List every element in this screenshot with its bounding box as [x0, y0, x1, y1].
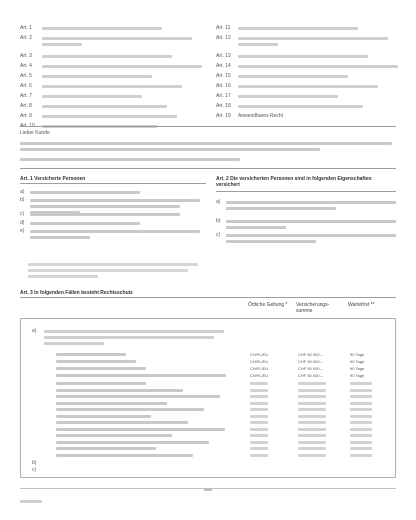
toc-entry-title-placeholder — [42, 55, 172, 58]
toc-entry-title-placeholder — [238, 43, 278, 46]
art3-subitem-value — [350, 454, 372, 457]
art3-row-label — [56, 360, 136, 363]
art1-note-line — [28, 269, 188, 272]
toc-entry — [20, 102, 210, 111]
toc-entry-title-placeholder — [42, 105, 167, 108]
art3-cell-wartefrist: 90 Tage — [350, 352, 365, 357]
toc-entry-number: Art. 15 — [216, 73, 231, 79]
art3-subitem-value — [298, 395, 326, 398]
art3-subitem-value — [298, 454, 326, 457]
toc-entry-title-placeholder — [42, 85, 182, 88]
art3-cell-summe: CHF 50 000.– — [298, 366, 323, 371]
toc-entry-number: Art. 1 — [20, 25, 32, 31]
art3-item-letter: c) — [32, 467, 37, 473]
toc-entry-title-placeholder — [238, 65, 398, 68]
art1-rule — [20, 183, 206, 184]
art3-subitem-value — [250, 408, 268, 411]
art3-subitem-value — [350, 441, 372, 444]
toc-entry — [20, 112, 210, 121]
toc-entry — [216, 82, 406, 91]
art3-subitem-line — [56, 389, 183, 392]
art3-subitem-value — [250, 421, 268, 424]
art3-subitem-line — [56, 382, 146, 385]
art3-cell-summe: CHF 50 000.– — [298, 373, 323, 378]
art3-cell-summe: CHF 50 000.– — [298, 359, 323, 364]
art1-item-letter: c) — [20, 211, 25, 217]
art2-title-line1 — [216, 176, 396, 188]
toc-entry — [20, 52, 210, 61]
art3-subitem-line — [56, 395, 220, 398]
toc-entry — [216, 92, 406, 101]
art3-subitem-value — [350, 434, 372, 437]
art1-item-line — [30, 213, 180, 216]
art3-subitem-value — [250, 382, 268, 385]
toc-entry — [216, 62, 406, 71]
art3-subitem-value — [298, 421, 326, 424]
toc-entry-title: Anwendbares Recht — [238, 113, 284, 119]
toc-entry — [216, 52, 406, 61]
intro-line — [20, 148, 320, 151]
footer-text — [20, 500, 42, 503]
toc-entry — [216, 112, 406, 121]
art3-cell-geltung: CH/FL/EU — [250, 359, 269, 364]
footer-page-mark — [204, 488, 212, 491]
art3-subitem-value — [298, 382, 326, 385]
toc-entry-number: Art. 14 — [216, 63, 231, 69]
toc-entry — [216, 24, 406, 33]
col-header-geltung: Örtliche Geltung * — [248, 302, 288, 308]
art2-item-letter: b) — [216, 218, 221, 224]
art1-note-line — [28, 275, 98, 278]
toc-entry — [20, 92, 210, 101]
toc-entry-number: Art. 9 — [20, 113, 32, 119]
toc-entry-number: Art. 16 — [216, 83, 231, 89]
toc-entry-title-placeholder — [238, 55, 368, 58]
art3-subitem-line — [56, 402, 167, 405]
toc-entry-title-placeholder — [238, 95, 338, 98]
art3-subitem-value — [298, 408, 326, 411]
art3-subitem-value — [250, 389, 268, 392]
toc-entry-title-placeholder — [238, 85, 378, 88]
art3-title: Art. 3 In folgenden Fällen besteht Rechtsschutz — [20, 290, 133, 296]
toc-entry-number: Art. 2 — [20, 35, 32, 41]
art3-item-a-line — [44, 342, 104, 345]
art1-item-line — [30, 191, 140, 194]
toc-entry — [216, 72, 406, 81]
art3-subitem-value — [350, 389, 372, 392]
art2-item-letter: c) — [216, 232, 221, 238]
art3-subitem-line — [56, 415, 151, 418]
toc-entry-number: Art. 17 — [216, 93, 231, 99]
toc-entry-title-placeholder — [42, 115, 177, 118]
art1-item-letter: b) — [20, 197, 25, 203]
toc-entry-number: Art. 4 — [20, 63, 32, 69]
art3-rule — [20, 297, 396, 298]
intro-line — [20, 142, 392, 145]
art3-subitem-value — [298, 402, 326, 405]
toc-entry-number: Art. 13 — [216, 53, 231, 59]
toc-entry — [20, 82, 210, 91]
art1-item-line — [30, 230, 200, 233]
toc-entry-title-placeholder — [42, 75, 152, 78]
toc-entry-number: Art. 3 — [20, 53, 32, 59]
art3-cell-wartefrist: 90 Tage — [350, 366, 365, 371]
toc-entry — [216, 34, 406, 43]
art2-item-line — [226, 234, 396, 237]
art2-item-line — [226, 226, 286, 229]
art3-subitem-value — [250, 395, 268, 398]
art3-subitem-value — [250, 441, 268, 444]
art3-subitem-value — [250, 434, 268, 437]
art3-subitem-value — [250, 428, 268, 431]
art2-item-line — [226, 240, 316, 243]
art3-subitem-value — [298, 441, 326, 444]
toc-entry-title-placeholder — [42, 27, 162, 30]
toc-entry — [20, 34, 210, 43]
toc-entry-title-placeholder — [238, 105, 363, 108]
art1-item-letter: d) — [20, 220, 25, 226]
art3-cell-geltung: CH/FL/EU — [250, 352, 269, 357]
toc-entry — [20, 72, 210, 81]
art3-subitem-value — [250, 454, 268, 457]
toc-entry-number: Art. 7 — [20, 93, 32, 99]
art3-subitem-line — [56, 454, 193, 457]
art1-item-line — [30, 236, 90, 239]
art3-subitem-value — [350, 428, 372, 431]
art3-row-label — [56, 374, 226, 377]
art3-cell-wartefrist: 90 Tage — [350, 359, 365, 364]
art3-subitem-line — [56, 421, 188, 424]
art3-subitem-value — [350, 421, 372, 424]
art3-subitem-value — [298, 447, 326, 450]
toc-entry-number: Art. 18 — [216, 103, 231, 109]
art2-item-line — [226, 220, 396, 223]
toc-entry-number: Art. 5 — [20, 73, 32, 79]
art1-item-line — [30, 199, 200, 202]
art3-cell-geltung: CH/FL/EU — [250, 366, 269, 371]
art3-subitem-value — [298, 415, 326, 418]
art3-subitem-value — [250, 402, 268, 405]
toc-entry — [20, 24, 210, 33]
toc-entry — [216, 102, 406, 111]
art3-subitem-value — [350, 402, 372, 405]
divider — [20, 126, 396, 127]
art1-item-letter: a) — [20, 189, 25, 195]
toc-entry-title-placeholder — [42, 43, 82, 46]
art3-cell-summe: CHF 50 000.– — [298, 352, 323, 357]
toc-entry — [20, 62, 210, 71]
divider — [20, 168, 396, 169]
art2-rule — [216, 191, 396, 192]
art3-subitem-line — [56, 434, 172, 437]
col-header-wartefrist: Wartefrist ** — [348, 302, 375, 308]
art1-item-line — [30, 205, 180, 208]
art1-item-letter: e) — [20, 228, 25, 234]
art3-subitem-value — [250, 415, 268, 418]
art3-subitem-value — [350, 395, 372, 398]
toc-entry-title-placeholder — [42, 95, 142, 98]
art3-subitem-line — [56, 408, 204, 411]
art3-item-a-line — [44, 336, 214, 339]
art3-row-label — [56, 367, 146, 370]
table-of-contents — [20, 24, 400, 124]
art2-item-line — [226, 207, 336, 210]
toc-entry-number: Art. 19 — [216, 113, 231, 119]
toc-entry-title-placeholder — [238, 75, 348, 78]
intro-line — [20, 158, 240, 161]
intro-greeting: Lieber Kunde — [20, 130, 50, 136]
art3-subitem-value — [298, 434, 326, 437]
art3-subitem-value — [350, 447, 372, 450]
art3-subitem-value — [298, 428, 326, 431]
col-header-summe: Versicherungs-summe — [296, 302, 330, 314]
art3-subitem-value — [250, 447, 268, 450]
art3-row-label — [56, 353, 126, 356]
art3-subitem-value — [350, 408, 372, 411]
toc-entry-number: Art. 8 — [20, 103, 32, 109]
art3-subitem-value — [350, 382, 372, 385]
toc-entry-title-placeholder — [42, 37, 192, 40]
art1-item-line — [30, 222, 140, 225]
toc-entry-title-placeholder — [238, 37, 388, 40]
art3-subitem-line — [56, 441, 209, 444]
art3-subitem-line — [56, 447, 156, 450]
art3-cell-wartefrist: 90 Tage — [350, 373, 365, 378]
art3-cell-geltung: CH/FL/EU — [250, 373, 269, 378]
toc-entry-number: Art. 11 — [216, 25, 231, 31]
art1-note-line — [28, 263, 198, 266]
toc-entry-title-placeholder — [238, 27, 358, 30]
art3-subitem-value — [350, 415, 372, 418]
art2-item-line — [226, 201, 396, 204]
art3-item-letter: b) — [32, 460, 37, 466]
art3-subitem-line — [56, 428, 225, 431]
art1-title: Art. 1 Versicherte Personen — [20, 176, 86, 182]
art3-subitem-value — [298, 389, 326, 392]
art2-item-letter: a) — [216, 199, 221, 205]
art2-title: Art. 2 Die versicherten Personen sind in folgenden Eigenschaften versichert — [216, 176, 372, 188]
art3-item-a-letter: a) — [32, 328, 37, 334]
toc-entry-number: Art. 6 — [20, 83, 32, 89]
art3-item-a-line — [44, 330, 224, 333]
toc-entry-number: Art. 12 — [216, 35, 231, 41]
toc-entry-title-placeholder — [42, 65, 202, 68]
